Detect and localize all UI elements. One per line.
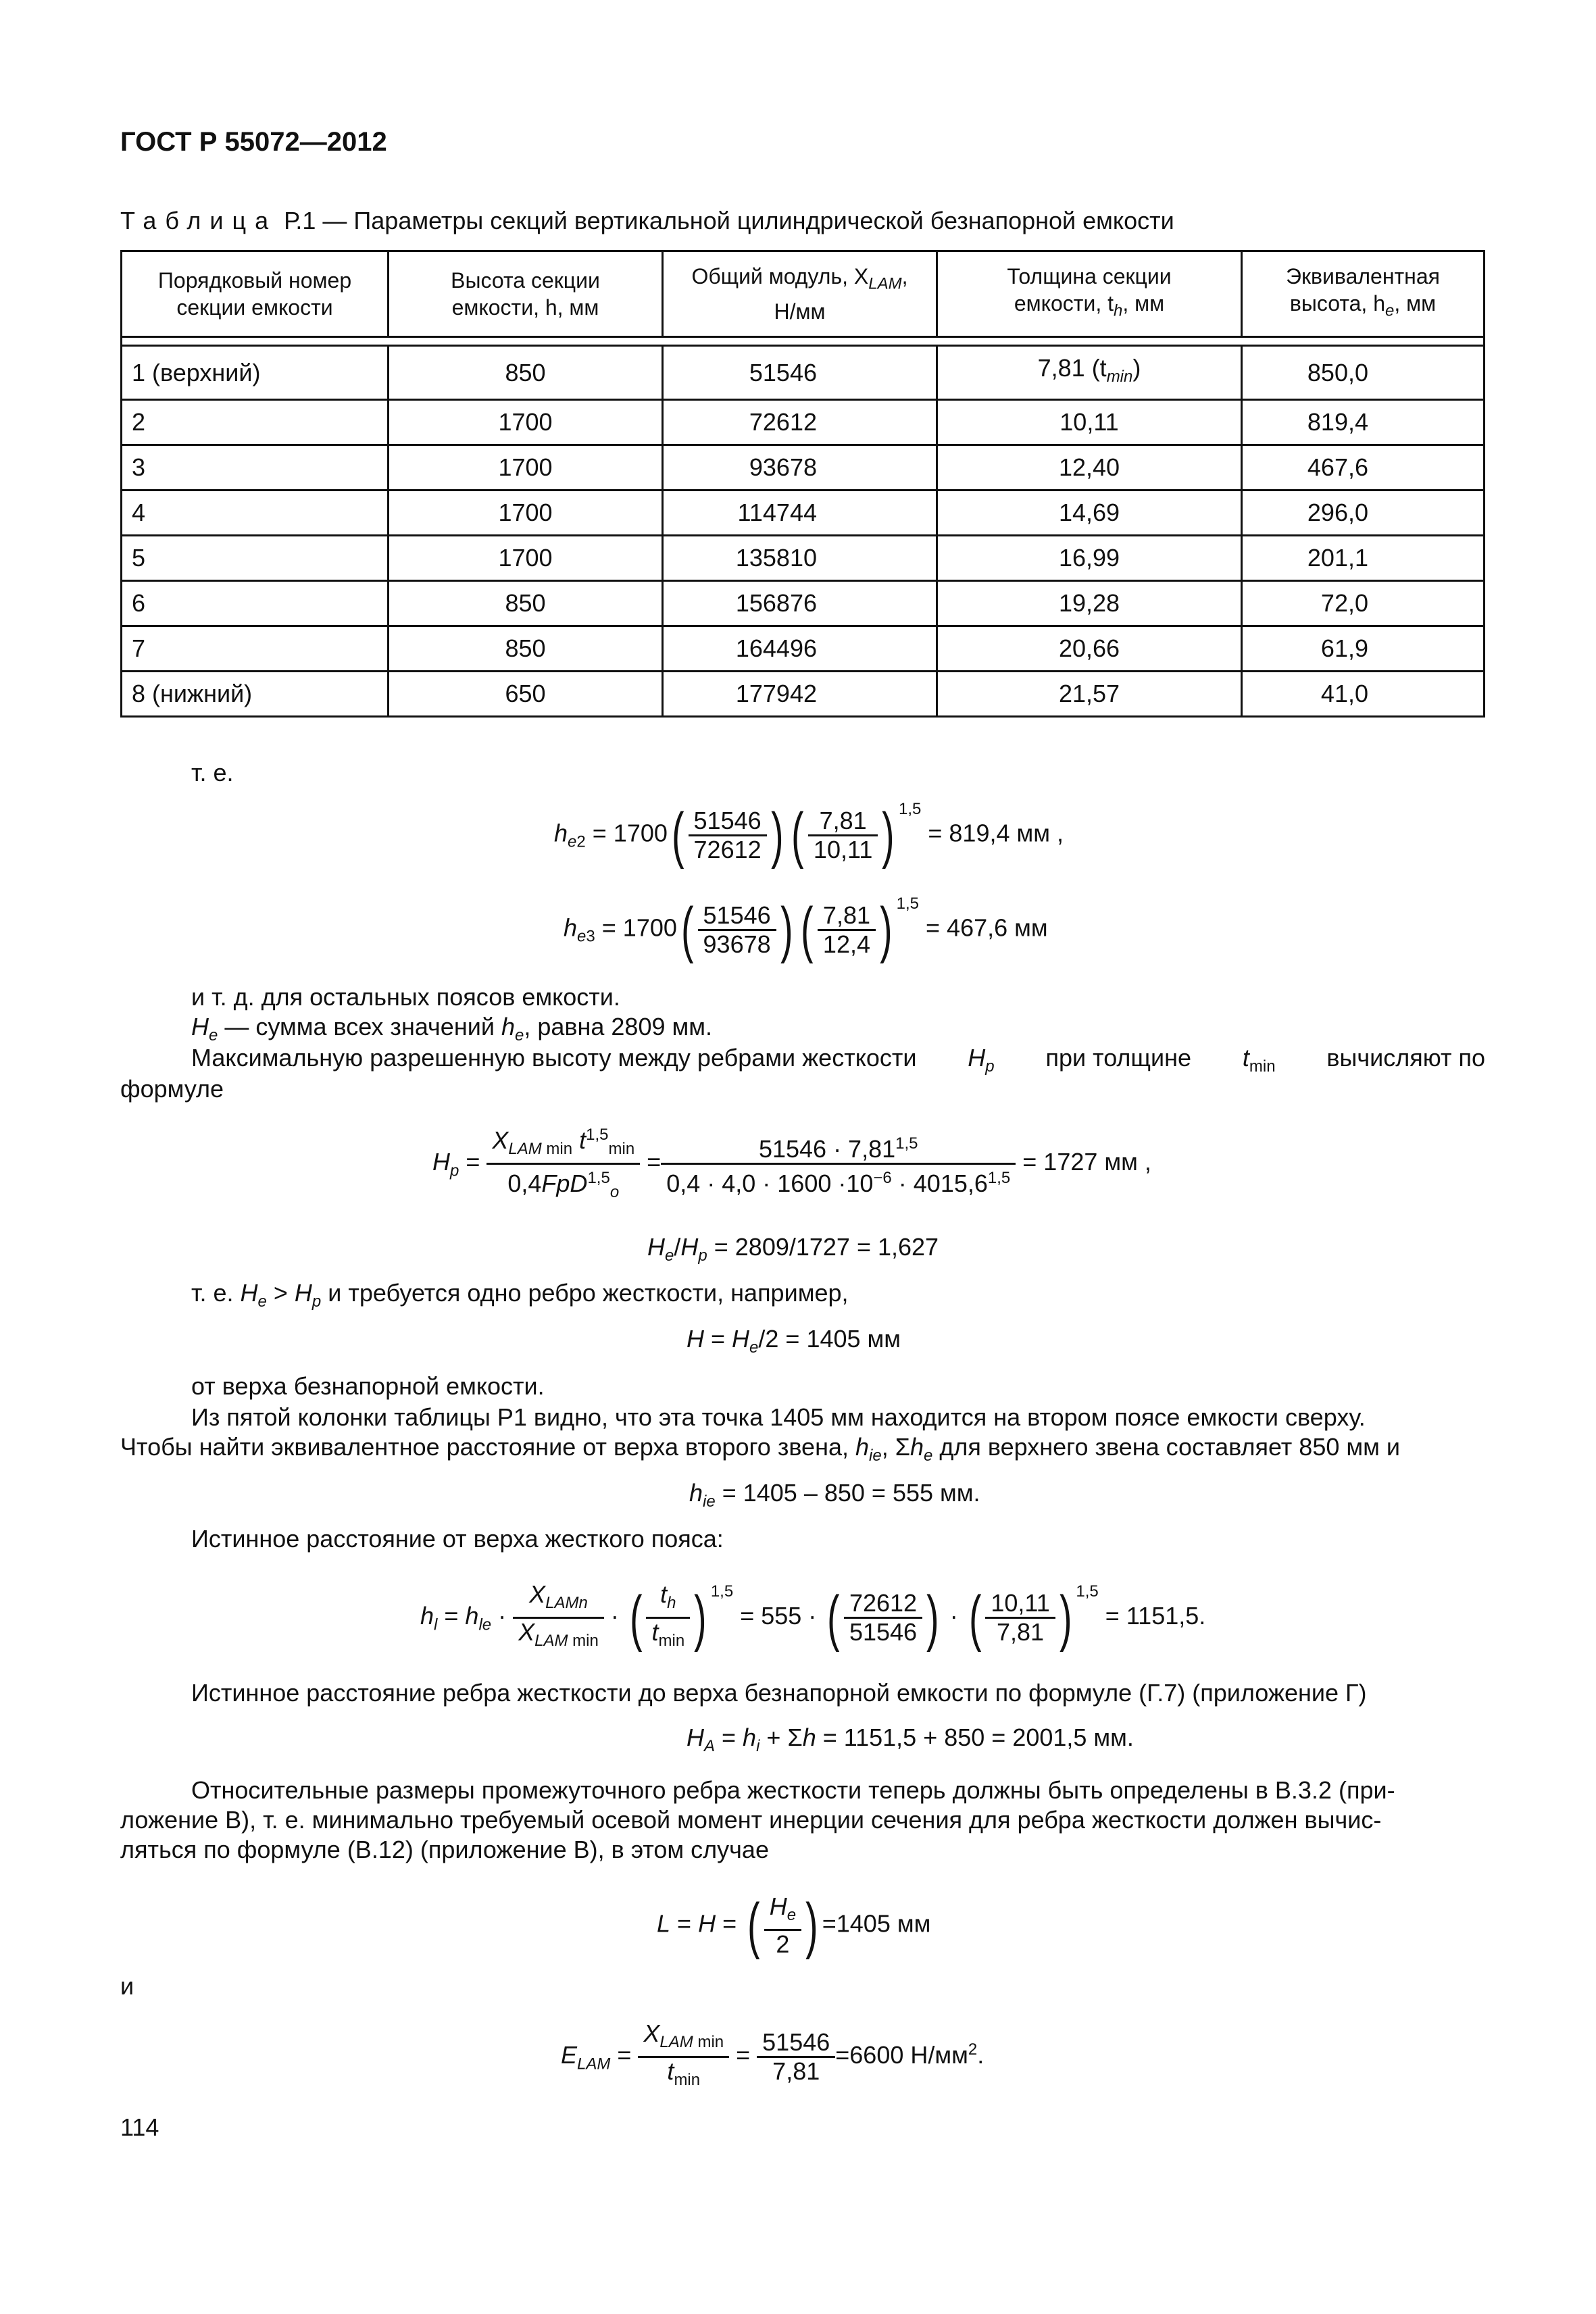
col-header-modulus: Общий модуль, $X_{LAM}$, Н/мм — [663, 251, 937, 337]
document-header: ГОСТ Р 55072—2012 — [120, 127, 387, 157]
formula-L-H: L = H = ( $\frac{H_e}{2}$ ) =1405 мм — [657, 1891, 931, 1961]
text-and-so-on: и т. д. для остальных поясов емкости. — [191, 983, 620, 1011]
text-relative-2: ложение В), т. е. минимально требуемый осевой момент инерции сечения для ребра жесткости должен вычис- — [120, 1806, 1382, 1834]
formula-ELAM: $E_{LAM}$ = $\frac{X_{LAM min}}{t_{min}}$ = $\frac{51546}{7,81}$ =6600 $Н/мм^2$. — [561, 2019, 984, 2090]
text-He-sum: $H_e$ — сумма всех значений $h_e$, равна 2809 мм. — [191, 1013, 712, 1045]
text-ratio: $H_e/H_p = 2809/1727 = 1,627$ — [647, 1233, 939, 1265]
text-fifth-column-2: Чтобы найти эквивалентное расстояние от верха второго звена, $h_{ie}$, $\Sigma h_e$ для верхнего звена составляет 850 мм и — [120, 1433, 1400, 1465]
page-number: 114 — [120, 2113, 159, 2141]
text-te-He: т. е. $H_e > H_p$ и требуется одно ребро жесткости, например, — [191, 1279, 849, 1311]
table-row: 1 (верхний) 850 51546 7,81 $(t_{min})$ 850,0 — [122, 346, 1485, 400]
table-caption-prefix: Таблица — [120, 207, 278, 234]
text-max-height: Максимальную разрешенную высоту между ребрами жесткости $H_p$ при толщине $t_{min}$ вычисляют по — [191, 1044, 1485, 1076]
text-te: т. е. — [191, 759, 234, 786]
text-HA-eq: $H_A = h_i + \Sigma h = 1151,5 + 850 = 2001,5$ мм. — [687, 1724, 1134, 1756]
table-row: 6 850 156876 19,28 72,0 — [122, 581, 1485, 626]
table-row: 4 1700 114744 14,69 296,0 — [122, 491, 1485, 536]
text-H-eq: $H = H_e/2 = 1405$ мм — [687, 1325, 901, 1357]
formula-hl: $h_l = h_{le}$ · $\frac{X_{LAMn}}{X_{LAM min}}$ · ( $\frac{t_h}{t_{min}}$ ) $^{1,5}$ = 555 · ( $\frac{72612}{51546}$ ) · ( $\frac{10,11}{7,81}$ ) $^{1,5}$ = 1151,5. — [420, 1580, 1206, 1653]
text-true-distance: Истинное расстояние от верха жесткого пояса: — [191, 1525, 724, 1553]
col-header-equiv-height: Эквивалентная высота, $h_e$, мм — [1242, 251, 1485, 337]
text-relative-1: Относительные размеры промежуточного ребра жесткости теперь должны быть определены в В.3.2 (при- — [191, 1776, 1395, 1804]
text-fifth-column-1: Из пятой колонки таблицы Р1 видно, что эта точка 1405 мм находится на втором поясе емкости сверху. — [191, 1403, 1366, 1431]
formula-he3: $h_{e3} = 1700$( $\frac{51546}{93678}$ ) ( $\frac{7,81}{12,4}$ ) $^{1,5}$ = 467,6 мм — [564, 894, 1048, 964]
formula-hp: $H_p$ = $\frac{X_{LAM min} t^{1,5}_{min}}{0,4FpD^{1,5}_o}$ = $\frac{51546 \cdot 7,81^{1,5}}{0,4 \cdot 4,0 \cdot 1600 \cdot 10^{-6} \cdot 4015,6^{1,5}}$ = 1727 мм , — [432, 1122, 1151, 1206]
table-caption — [120, 207, 1174, 235]
table-row: 2 1700 72612 10,11 819,4 — [122, 400, 1485, 445]
sections-table — [120, 250, 1485, 718]
table-row: 5 1700 135810 16,99 201,1 — [122, 536, 1485, 581]
text-hie-eq: $h_{ie} = 1405 - 850 = 555$ мм. — [689, 1479, 980, 1511]
col-header-thickness: Толщина секции емкости, $t_h$, мм — [937, 251, 1242, 337]
table-row: 8 (нижний) 650 177942 21,57 41,0 — [122, 672, 1485, 717]
table-row: 7 850 164496 20,66 61,9 — [122, 626, 1485, 672]
text-and: и — [120, 1972, 134, 2000]
col-header-height: Высота секции емкости, h, мм — [389, 251, 663, 337]
text-from-top: от верха безнапорной емкости. — [191, 1372, 545, 1400]
table-caption-text: Р.1 — Параметры секций вертикальной цилиндрической безнапорной емкости — [277, 207, 1174, 234]
formula-he2: $h_{e2} = 1700$( $\frac{51546}{72612}$ ) ( $\frac{7,81}{10,11}$ ) $^{1,5}$ = 819,4 мм , — [554, 799, 1064, 870]
text-relative-3: ляться по формуле (В.12) (приложение В), в этом случае — [120, 1836, 769, 1863]
text-true-rib: Истинное расстояние ребра жесткости до верха безнапорной емкости по формуле (Г.7) (приложение Г) — [191, 1679, 1367, 1707]
col-header-section-number: Порядковый номер секции емкости — [122, 251, 389, 337]
text-formula-word: формуле — [120, 1075, 224, 1103]
table-row: 3 1700 93678 12,40 467,6 — [122, 445, 1485, 491]
